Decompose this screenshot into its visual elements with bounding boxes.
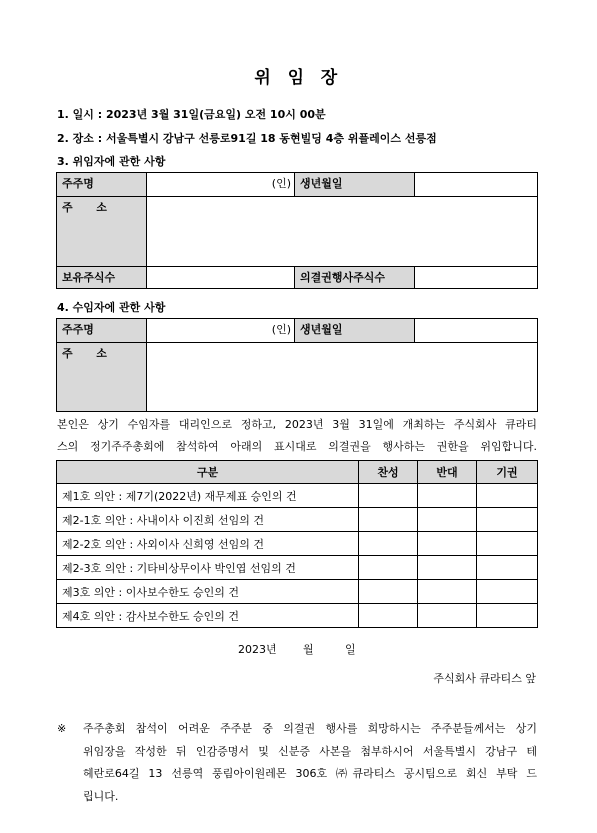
table-row: [57, 604, 538, 628]
note-line-2: 위임장을 작성한 뒤 인감증명서 및 신분증 사본을 첨부하시어 서울특별시 강남구 테: [83, 745, 537, 758]
vote-for-cell[interactable]: [359, 532, 418, 556]
table-row: [57, 532, 538, 556]
agenda-item: 제1호 의안 : 제7기(2022년) 재무제표 승인의 건: [57, 484, 359, 508]
vote-abstain-cell[interactable]: [477, 580, 538, 604]
note-line-1: 주주총회 참석이 어려운 주주분 중 의결권 행사를 희망하시는 주주분들께서는 상기: [83, 722, 537, 735]
vote-against-cell[interactable]: [418, 484, 477, 508]
vote-abstain-cell[interactable]: [477, 556, 538, 580]
vote-for-cell[interactable]: [359, 556, 418, 580]
delegator-address-label: 주 소: [57, 197, 147, 267]
delegator-voting-shares-label: 의결권행사주식수: [295, 267, 415, 289]
agenda-item: 제2-3호 의안 : 기타비상무이사 박인엽 선임의 건: [57, 556, 359, 580]
table-row: [57, 508, 538, 532]
proxy-table: [56, 318, 538, 412]
table-row: [57, 556, 538, 580]
proxy-address-label: 주 소: [57, 343, 147, 412]
delegator-shares-field[interactable]: [147, 267, 295, 289]
vote-against-cell[interactable]: [418, 532, 477, 556]
date-year: 2023년: [238, 643, 277, 656]
agenda-item: 제2-1호 의안 : 사내이사 이진희 선임의 건: [57, 508, 359, 532]
seal-mark: (인): [271, 323, 291, 336]
vote-header-for: 찬성: [359, 461, 418, 484]
vote-abstain-cell[interactable]: [477, 484, 538, 508]
vote-for-cell[interactable]: [359, 484, 418, 508]
meeting-place-line: 2. 장소 : 서울특별시 강남구 선릉로91길 18 동현빌딩 4층 위플레이스 선릉점: [57, 132, 437, 145]
statement-line-1: 본인은 상기 수임자를 대리인으로 정하고, 2023년 3월 31일에 개최하는 주식회사 큐라티: [57, 418, 537, 431]
vote-for-cell[interactable]: [359, 580, 418, 604]
proxy-name-label: 주주명: [57, 319, 147, 343]
note-line-3: 헤란로64길 13 선릉역 풍림아이원레몬 306호 ㈜큐라티스 공시팀으로 회신 부탁 드: [83, 767, 537, 780]
note-mark: ※: [57, 722, 67, 735]
vote-against-cell[interactable]: [418, 508, 477, 532]
date-month: 월: [303, 643, 314, 656]
table-row: [57, 580, 538, 604]
seal-mark: (인): [271, 177, 291, 190]
vote-header-category: 구분: [57, 461, 359, 484]
vote-abstain-cell[interactable]: [477, 508, 538, 532]
note-line-4: 립니다.: [83, 790, 119, 803]
vote-header-against: 반대: [418, 461, 477, 484]
agenda-item: 제4호 의안 : 감사보수한도 승인의 건: [57, 604, 359, 628]
date-day: 일: [345, 643, 356, 656]
vote-against-cell[interactable]: [418, 580, 477, 604]
vote-for-cell[interactable]: [359, 604, 418, 628]
delegator-voting-shares-field[interactable]: [415, 267, 538, 289]
vote-against-cell[interactable]: [418, 604, 477, 628]
agenda-item: 제2-2호 의안 : 사외이사 신희영 선임의 건: [57, 532, 359, 556]
delegator-birth-label: 생년월일: [295, 173, 415, 197]
delegator-name-label: 주주명: [57, 173, 147, 197]
delegator-name-field[interactable]: [147, 173, 295, 197]
agenda-item: 제3호 의안 : 이사보수한도 승인의 건: [57, 580, 359, 604]
vote-abstain-cell[interactable]: [477, 604, 538, 628]
proxy-name-field[interactable]: [147, 319, 295, 343]
vote-table: [56, 460, 538, 628]
delegator-shares-label: 보유주식수: [57, 267, 147, 289]
proxy-birth-field[interactable]: [415, 319, 538, 343]
document-title: 위 임 장: [254, 68, 343, 88]
statement-line-2: 스의 정기주주총회에 참석하여 아래의 표시대로 의결권을 행사하는 권한을 위임합니다.: [57, 440, 537, 453]
addressee: 주식회사 큐라티스 앞: [433, 672, 536, 685]
delegator-address-field[interactable]: [147, 197, 538, 267]
vote-header-abstain: 기권: [477, 461, 538, 484]
vote-against-cell[interactable]: [418, 556, 477, 580]
meeting-date-line: 1. 일시 : 2023년 3월 31일(금요일) 오전 10시 00분: [57, 108, 326, 121]
proxy-birth-label: 생년월일: [295, 319, 415, 343]
proxy-address-field[interactable]: [147, 343, 538, 412]
vote-for-cell[interactable]: [359, 508, 418, 532]
table-row: [57, 484, 538, 508]
delegator-heading: 3. 위임자에 관한 사항: [57, 155, 166, 168]
proxy-heading: 4. 수임자에 관한 사항: [57, 301, 166, 314]
delegator-table: [56, 172, 538, 289]
vote-abstain-cell[interactable]: [477, 532, 538, 556]
delegator-birth-field[interactable]: [415, 173, 538, 197]
